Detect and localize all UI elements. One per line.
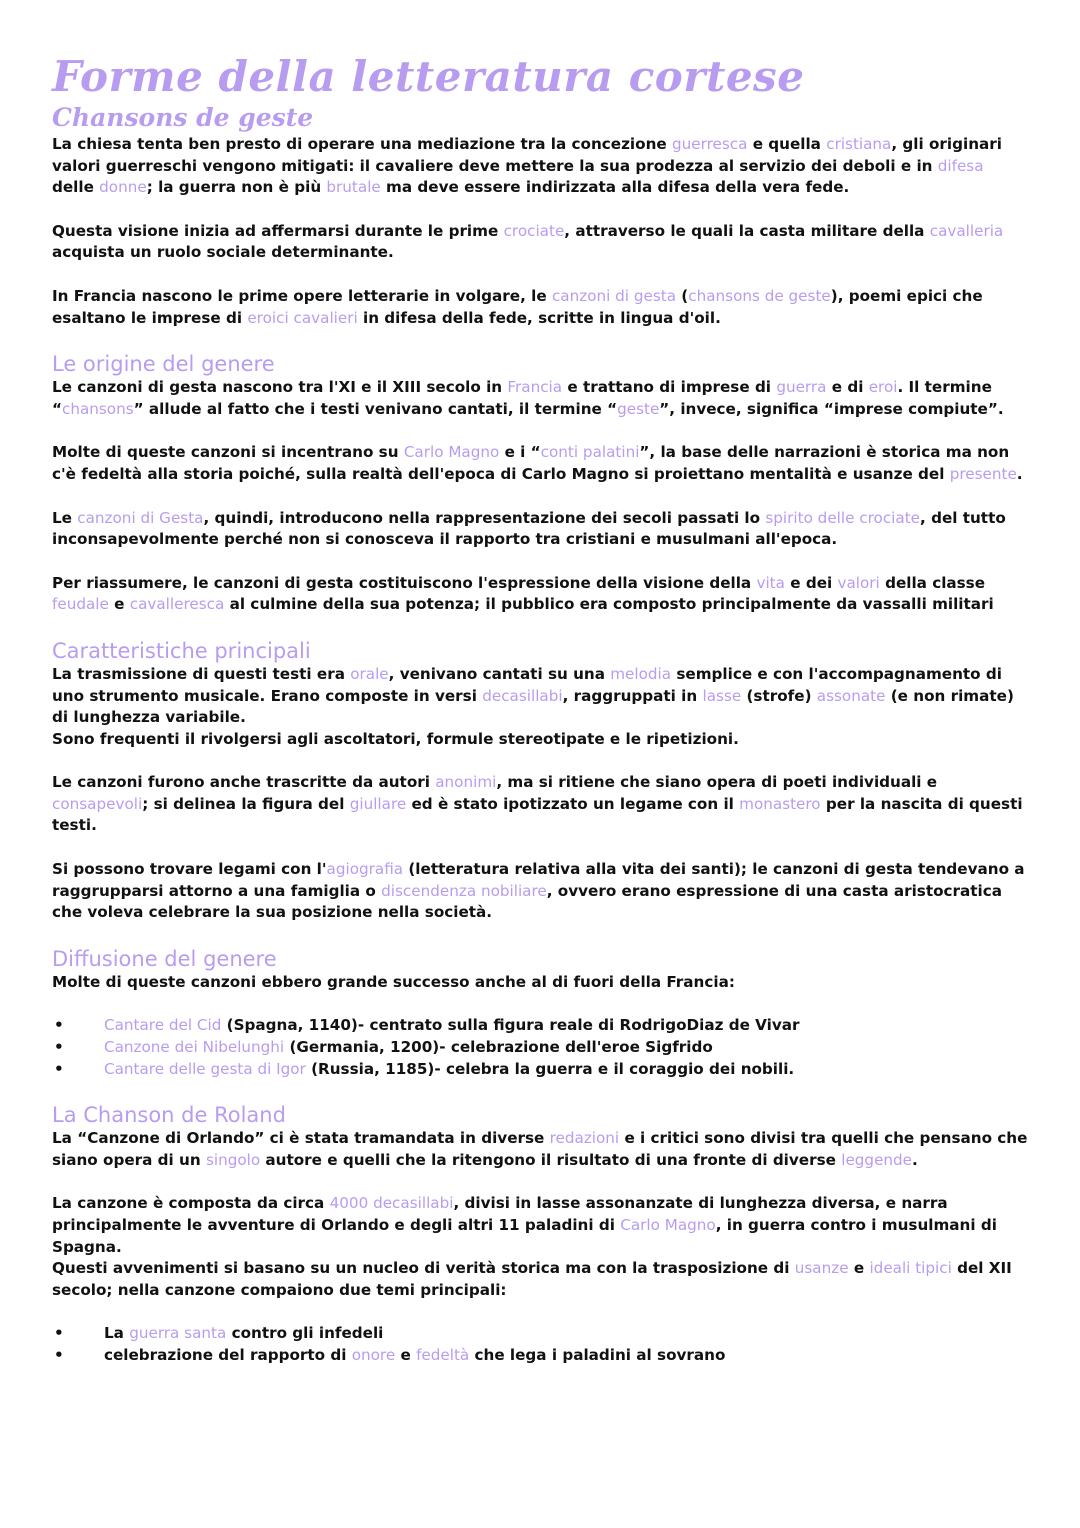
text-segment: e xyxy=(848,1259,870,1278)
caratteristiche-paragraph-1 xyxy=(52,664,1028,750)
highlighted-term: agiografia xyxy=(326,860,404,879)
roland-paragraph-3 xyxy=(52,1258,1028,1301)
highlighted-term: conti palatini xyxy=(540,443,640,462)
intro-paragraph-3 xyxy=(52,286,1028,329)
origini-paragraph-1 xyxy=(52,377,1028,420)
text-segment: , in guerra contro i musulmani di Spagna. xyxy=(52,1216,997,1256)
highlighted-term: 4000 decasillabi xyxy=(329,1194,454,1213)
text-segment: Molte di queste canzoni si incentrano su xyxy=(52,443,404,462)
list-item: • Canzone dei Nibelunghi (Germania, 1200)- celebrazione dell'eroe Sigfrido xyxy=(52,1037,1028,1059)
highlighted-term: vita xyxy=(756,573,785,592)
highlighted-term: cristiana xyxy=(826,135,892,153)
text-segment: e xyxy=(395,1345,417,1364)
text-segment: ma deve essere indirizzata alla difesa della vera fede. xyxy=(380,178,850,197)
bullet-icon: • xyxy=(54,1059,64,1078)
text-segment: (e non rimate) di lunghezza variabile. xyxy=(52,686,1014,727)
caratteristiche-paragraph-1-main xyxy=(52,665,1014,726)
highlighted-term: cavalleria xyxy=(929,221,1004,240)
text-segment: . Il termine “ xyxy=(52,378,992,418)
text-segment: e quella xyxy=(747,135,827,153)
highlighted-term: guerresca xyxy=(671,135,748,153)
text-segment: semplice e con l'accompagnamento di uno strumento musicale. Erano composte in versi xyxy=(52,664,1002,705)
text-segment: ” allude al fatto che i testi venivano cantati, il termine “ xyxy=(133,399,618,418)
list-item xyxy=(52,1323,1028,1345)
highlighted-term: leggende xyxy=(841,1150,913,1169)
highlighted-term: chansons xyxy=(61,399,134,418)
bullet-icon: • xyxy=(54,1324,64,1343)
text-segment: e xyxy=(108,595,130,614)
text-segment: ), poemi epici che esaltano le imprese di xyxy=(52,286,983,327)
text-segment: (strofe) xyxy=(741,686,817,705)
highlighted-term: eroi xyxy=(868,378,898,397)
highlighted-term: eroici cavalieri xyxy=(247,308,358,327)
text-segment: , raggruppati in xyxy=(562,686,703,705)
text-segment: Le canzoni di gesta nascono tra l'XI e il XIII secolo in xyxy=(52,378,508,397)
highlighted-term: ideali tipici xyxy=(869,1259,952,1278)
highlighted-term: lasse xyxy=(702,686,742,705)
text-segment: autore e quelli che la ritengono il risultato di una fronte di diverse xyxy=(260,1150,842,1169)
text-segment: , divisi in lasse assonanzate di lunghezza diversa, e narra principalmente le avventure di Orlando e degli altri 11 paladini di xyxy=(52,1194,948,1234)
text-segment: Per riassumere, le canzoni di gesta costituiscono l'espressione della visione della xyxy=(52,573,757,592)
roland-paragraph-2 xyxy=(52,1193,1028,1258)
highlighted-term: spirito delle crociate xyxy=(765,508,921,527)
highlighted-term: difesa xyxy=(937,156,984,175)
bullet-icon: • xyxy=(54,1345,64,1364)
text-segment: e i critici sono divisi tra quelli che pensano che siano opera di un xyxy=(52,1129,1028,1169)
roland-list xyxy=(52,1323,1028,1366)
highlighted-term: giullare xyxy=(349,794,407,813)
highlighted-term: valori xyxy=(837,573,880,592)
text-segment: Le xyxy=(52,508,78,527)
text-segment: ; si delinea la figura del xyxy=(142,794,350,813)
list-item: • Cantare delle gesta di Igor (Russia, 1185)- celebra la guerra e il coraggio dei nobili. xyxy=(52,1059,1028,1081)
text-segment: e di xyxy=(826,378,869,397)
text-segment: ed è stato ipotizzato un legame con il xyxy=(406,794,740,813)
section-heading-origini: Le origine del genere xyxy=(52,352,275,377)
highlighted-term: singolo xyxy=(205,1150,261,1169)
text-segment: La trasmissione di questi testi era xyxy=(52,664,351,683)
text-segment: contro gli infedeli xyxy=(226,1324,384,1343)
highlighted-term: donne xyxy=(99,178,147,197)
text-segment: che lega i paladini al sovrano xyxy=(469,1345,726,1364)
caratteristiche-paragraph-2 xyxy=(52,772,1028,837)
roland-paragraph-1 xyxy=(52,1128,1028,1171)
diffusione-list xyxy=(52,1015,1028,1080)
text-segment: Si possono trovare legami con l' xyxy=(52,860,327,879)
highlighted-term: usanze xyxy=(794,1259,849,1278)
list-item: • Cantare del Cid (Spagna, 1140)- centrato sulla figura reale di RodrigoDiaz de Vivar xyxy=(52,1015,1028,1037)
highlighted-term: crociate xyxy=(503,221,565,240)
intro-paragraph-1 xyxy=(52,134,1028,199)
text-segment: , attraverso le quali la casta militare della xyxy=(564,221,930,240)
highlighted-term: anonimi xyxy=(435,773,497,792)
highlighted-term: brutale xyxy=(326,178,381,197)
text-segment: In Francia nascono le prime opere letterarie in volgare, le xyxy=(52,286,552,305)
highlighted-term: presente xyxy=(949,464,1017,483)
highlighted-term: guerra xyxy=(776,378,827,397)
text-segment: , ma si ritiene che siano opera di poeti individuali e xyxy=(496,773,938,792)
text-segment: delle xyxy=(52,178,100,197)
text-segment: e dei xyxy=(784,573,838,592)
highlighted-term: discendenza nobiliare xyxy=(381,881,547,900)
text-segment: Le canzoni furono anche trascritte da autori xyxy=(52,773,436,792)
highlighted-term: melodia xyxy=(610,664,672,683)
text-segment: celebrazione del rapporto di xyxy=(104,1345,352,1364)
text-segment: ”, invece, significa “imprese compiute”. xyxy=(659,399,1004,418)
text-segment: . xyxy=(1016,464,1023,483)
origini-paragraph-4 xyxy=(52,573,1028,616)
bullet-icon: • xyxy=(54,1016,64,1035)
highlighted-term: assonate xyxy=(816,686,886,705)
highlighted-term: guerra santa xyxy=(129,1324,227,1343)
text-segment: , venivano cantati su una xyxy=(388,664,611,683)
text-segment: ( xyxy=(676,286,689,305)
page-subtitle: Chansons de geste xyxy=(52,103,314,132)
text-segment: e trattano di imprese di xyxy=(562,378,777,397)
text-segment: La canzone è composta da circa xyxy=(52,1194,330,1213)
text-segment: (letteratura relativa alla vita dei santi); le canzoni di gesta tendevano a raggrupparsi attorno a una famiglia o xyxy=(52,860,1025,900)
section-heading-diffusione: Diffusione del genere xyxy=(52,946,277,971)
text-segment: La “Canzone di Orlando” ci è stata tramandata in diverse xyxy=(52,1129,550,1148)
highlighted-term: Carlo Magno xyxy=(403,443,500,462)
highlighted-term: cavalleresca xyxy=(129,595,225,614)
text-segment: al culmine della sua potenza; il pubblico era composto principalmente da vassalli militari xyxy=(224,595,994,614)
highlighted-term: chansons de geste xyxy=(688,286,831,305)
origini-paragraph-2 xyxy=(52,442,1028,485)
text-segment: Questi avvenimenti si basano su un nucleo di verità storica ma con la trasposizione di xyxy=(52,1259,795,1278)
caratteristiche-paragraph-3 xyxy=(52,859,1028,924)
text-segment: La xyxy=(104,1324,130,1343)
highlighted-term: geste xyxy=(617,399,660,418)
text-segment: ; la guerra non è più xyxy=(146,178,327,197)
text-segment: in difesa della fede, scritte in lingua d'oil. xyxy=(357,308,721,327)
text-segment: , del tutto inconsapevolmente perché non si conosceva il rapporto tra cristiani e musulmani all'epoca. xyxy=(52,508,1006,549)
highlighted-term: canzoni di Gesta xyxy=(77,508,204,527)
text-segment: La chiesa tenta ben presto di operare una mediazione tra la concezione xyxy=(52,135,672,153)
highlighted-term: feudale xyxy=(52,595,109,614)
text-segment: per la nascita di questi testi. xyxy=(52,794,1023,835)
bullet-icon: • xyxy=(54,1038,64,1057)
text-segment: , ovvero erano espressione di una casta aristocratica che voleva celebrare la sua posizione nella società. xyxy=(52,881,1002,922)
text-segment: , gli originari valori guerreschi vengono mitigati: il cavaliere deve mettere la sua prodezza al servizio dei deboli e in xyxy=(52,135,1002,175)
highlighted-term: fedeltà xyxy=(416,1345,470,1364)
highlighted-term: consapevoli xyxy=(52,794,143,813)
intro-paragraph-2 xyxy=(52,221,1028,264)
highlighted-term: canzoni di gesta xyxy=(551,286,677,305)
diffusione-intro: Molte di queste canzoni ebbero grande successo anche al di fuori della Francia: xyxy=(52,972,735,991)
caratteristiche-paragraph-1-extra: Sono frequenti il rivolgersi agli ascoltatori, formule stereotipate e le ripetizioni. xyxy=(52,729,739,748)
origini-paragraph-3 xyxy=(52,508,1028,551)
highlighted-term: orale xyxy=(350,664,389,683)
list-item xyxy=(52,1345,1028,1367)
text-segment: Questa visione inizia ad affermarsi durante le prime xyxy=(52,221,504,240)
text-segment: . xyxy=(912,1150,918,1169)
text-segment: acquista un ruolo sociale determinante. xyxy=(52,243,394,262)
highlighted-term: Francia xyxy=(507,378,563,397)
text-segment: della classe xyxy=(879,573,986,592)
highlighted-term: redazioni xyxy=(549,1129,620,1148)
text-segment: e i “ xyxy=(499,443,541,462)
highlighted-term: monastero xyxy=(739,794,821,813)
page-title: Forme della letteratura cortese xyxy=(52,52,805,101)
text-segment: del XII secolo; nella canzone compaiono due temi principali: xyxy=(52,1259,1012,1299)
section-heading-roland: La Chanson de Roland xyxy=(52,1103,286,1128)
section-heading-caratteristiche: Caratteristiche principali xyxy=(52,638,311,663)
highlighted-term: Carlo Magno xyxy=(620,1216,716,1234)
highlighted-term: onore xyxy=(351,1345,396,1364)
text-segment: , quindi, introducono nella rappresentazione dei secoli passati lo xyxy=(203,508,766,527)
highlighted-term: decasillabi xyxy=(482,686,563,705)
text-segment: ”, la base delle narrazioni è storica ma non c'è fedeltà alla storia poiché, sulla realtà dell'epoca di Carlo Magno si proiettano mentalità e usanze del xyxy=(52,443,1010,483)
